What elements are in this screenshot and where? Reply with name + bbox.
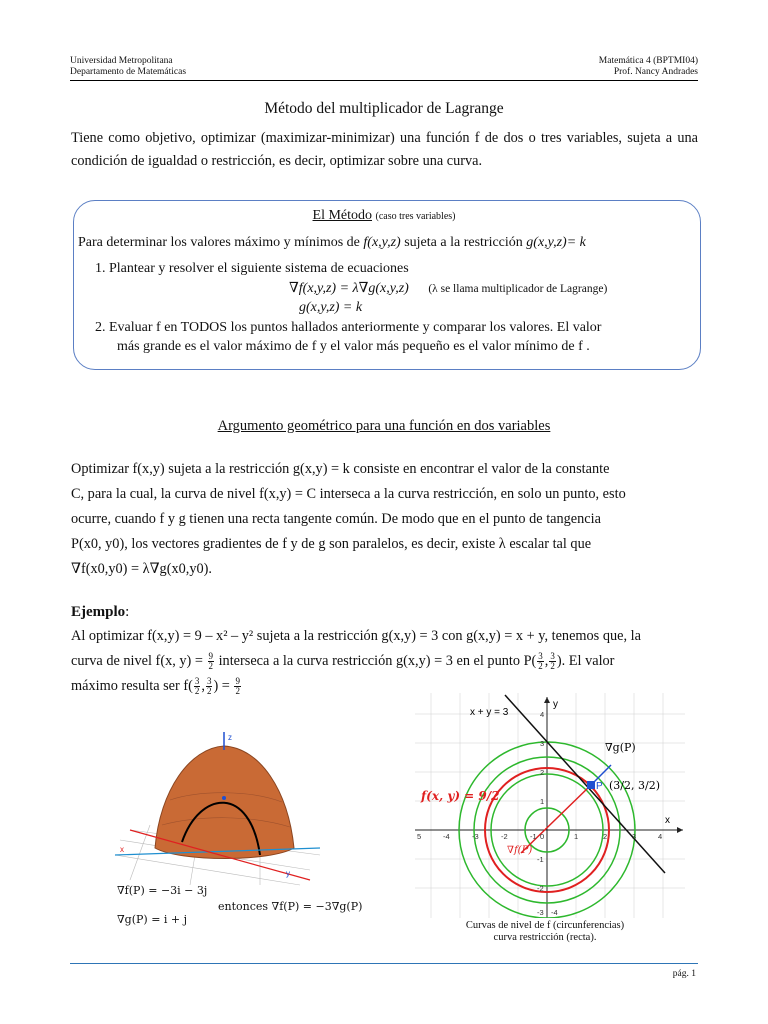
x-tick-2: -3 (472, 832, 479, 841)
tangent-point-marker (587, 781, 595, 789)
max-x (194, 677, 201, 696)
fraction-9-2 (208, 652, 215, 671)
then-formula: entonces ∇f(P) = −3∇g(P) (218, 900, 363, 913)
method-title-text: El Método (312, 208, 373, 223)
example-line-2-b: interseca a la curva restricción g(x,y) = 3 en el punto P (215, 653, 532, 669)
y-tick-1: 3 (540, 739, 545, 748)
point-coords: (3/2, 3/2) (609, 779, 660, 792)
x-tick-1: -4 (443, 832, 450, 841)
method-eq1 (289, 280, 607, 297)
y-tick-5: -2 (537, 884, 544, 893)
method-title (0, 208, 768, 224)
axis-z-label: z (228, 733, 232, 742)
x-axis-arrow (677, 827, 683, 833)
method-lead (78, 235, 586, 251)
course-name: Matemática 4 (BPTMI04) (598, 56, 698, 66)
method-lead-g: g(x,y,z)= k (526, 235, 586, 250)
axis-x-label: x (120, 845, 124, 854)
my-num: 3 (206, 676, 212, 687)
example-heading: Ejemplo: (71, 604, 130, 620)
method-step2-b: más grande es el valor máximo de f y el valor más pequeño es el valor mínimo de f . (117, 339, 590, 354)
caption-line-2: curva restricción (recta). (493, 932, 597, 943)
py-num: 3 (550, 651, 555, 662)
grad-g-formula: ∇g(P) = i + j (117, 913, 188, 926)
y-tick-2: 2 (540, 768, 545, 777)
grad-f-formula: ∇f(P) = −3i − 3j (117, 884, 208, 897)
x-tick-5: 0 (540, 832, 545, 841)
y-tick-7: -4 (551, 908, 558, 917)
method-step2-a: 2. Evaluar f en TODOS los puntos hallados anteriormente y comparar los valores. El valor (95, 320, 602, 335)
point-y (549, 652, 556, 671)
method-lead-b: sujeta a la restricción (400, 235, 527, 250)
method-subtitle: (caso tres variables) (375, 211, 456, 222)
page-title: Método del multiplicador de Lagrange (264, 100, 504, 117)
paraboloid-figure (110, 730, 330, 890)
method-eq1-note: (λ se llama multiplicador de Lagrange) (428, 283, 608, 295)
grad-g-label: ∇g(P) (605, 741, 636, 754)
caption-line-1: Curvas de nivel de f (circunferencias) (465, 920, 625, 931)
method-eq1-formula: ∇f(x,y,z) = λ∇g(x,y,z) (289, 281, 409, 296)
intro-paragraph: Tiene como objetivo, optimizar (maximizar-minimizar) una función f de dos o tres variables, sujeta a una condición de igualdad o restricción, es decir, optimizar sobre una curva. (71, 130, 698, 169)
example-line-2: curva de nivel f(x, y) = $\frac{9}{2}$ interseca a la curva restricción g(x,y) = 3 en el punto P( $\frac{3}{2}$ , $\frac{3}{2}$ ). El valor (71, 651, 615, 672)
mx-num: 3 (194, 676, 200, 687)
geom-title: Argumento geométrico para una función en dos variables (217, 418, 551, 434)
footer-divider (70, 963, 698, 964)
x-tick-labels (417, 832, 662, 841)
frac-den: 2 (208, 661, 213, 672)
y-tick-0: 4 (540, 710, 545, 719)
line-label: x + y = 3 (470, 707, 509, 718)
px-den: 2 (538, 661, 543, 672)
grid-lines (415, 693, 685, 918)
point-label: P (596, 781, 603, 792)
page-number: pág. 1 (672, 969, 696, 979)
geom-paragraph (71, 457, 698, 582)
method-eq2 (299, 300, 362, 316)
grad-f-vector (521, 785, 591, 853)
y-axis-label: y (553, 699, 558, 710)
y-axis-arrow (544, 697, 550, 703)
max-value (234, 677, 241, 696)
example-line-3-a: máximo resulta ser f (71, 678, 189, 694)
level-curves-figure (415, 693, 685, 918)
x-tick-8: 3 (632, 832, 637, 841)
max-y (206, 677, 213, 696)
point-x (537, 652, 544, 671)
method-lead-f: f(x,y,z) (363, 235, 401, 250)
department-name: Departamento de Matemáticas (70, 67, 187, 77)
x-tick-3: -2 (501, 832, 508, 841)
y-tick-6: -3 (537, 908, 544, 917)
example-line-2-a: curva de nivel f(x, y) = (71, 653, 207, 669)
grad-f-label: ∇f(P) (507, 845, 533, 856)
geom-line-2: C, para la cual, la curva de nivel f(x,y) = C interseca a la curva restricción, en solo un punto, esto (71, 486, 626, 502)
py-den: 2 (550, 661, 555, 672)
frac-num: 9 (208, 651, 213, 662)
example-line-3-b: = (218, 678, 234, 694)
geom-line-3: ocurre, cuando f y g tienen una recta tangente común. De modo que en el punto de tangencia (71, 511, 601, 527)
geom-line-4: P(x0, y0), los vectores gradientes de f y de g son paralelos, es decir, existe λ escalar tal que (71, 536, 592, 552)
example-line-2-c: . El valor (561, 653, 615, 669)
example-paragraph (71, 624, 698, 699)
university-name: Universidad Metropolitana (70, 56, 173, 66)
header-right (599, 56, 698, 78)
y-tick-3: 1 (540, 797, 545, 806)
geom-line-5: ∇f(x0,y0) = λ∇g(x0,y0). (71, 561, 212, 577)
professor-name: Prof. Nancy Andrades (613, 67, 698, 77)
example-line-3: máximo resulta ser f( $\frac{3}{2}$ , $\frac{3}{2}$ ) = $\frac{9}{2}$ (71, 676, 240, 697)
mv-num: 9 (235, 676, 240, 687)
px-num: 3 (538, 651, 543, 662)
x-tick-4: -1 (530, 832, 537, 841)
axis-y-label: y (286, 869, 290, 878)
x-axis-label: x (665, 815, 670, 826)
my-den: 2 (206, 686, 212, 697)
figure-caption (410, 920, 680, 944)
mv-den: 2 (235, 686, 240, 697)
x-tick-7: 2 (603, 832, 608, 841)
tangent-point (222, 796, 226, 800)
example-line-1: Al optimizar f(x,y) = 9 – x² – y² sujeta a la restricción g(x,y) = 3 con g(x,y) = x + y, tenemos que, la (71, 628, 641, 644)
header-left (70, 56, 186, 78)
x-tick-6: 1 (574, 832, 579, 841)
method-lead-a: Para determinar los valores máximo y mínimos de (78, 235, 364, 250)
geom-line-1: Optimizar f(x,y) sujeta a la restricción g(x,y) = k consiste en encontrar el valor de la constante (71, 461, 610, 477)
mx-den: 2 (194, 686, 200, 697)
example-heading-text: Ejemplo (71, 604, 126, 620)
level-curve-label: f(x, y) = 9/2 (421, 789, 500, 803)
x-tick-0: 5 (417, 832, 422, 841)
header-divider (70, 80, 698, 81)
method-eq2-formula: g(x,y,z) = k (299, 300, 363, 315)
method-step1: 1. Plantear y resolver el siguiente sistema de ecuaciones (95, 261, 409, 276)
x-tick-9: 4 (658, 832, 663, 841)
y-tick-4: -1 (537, 855, 544, 864)
